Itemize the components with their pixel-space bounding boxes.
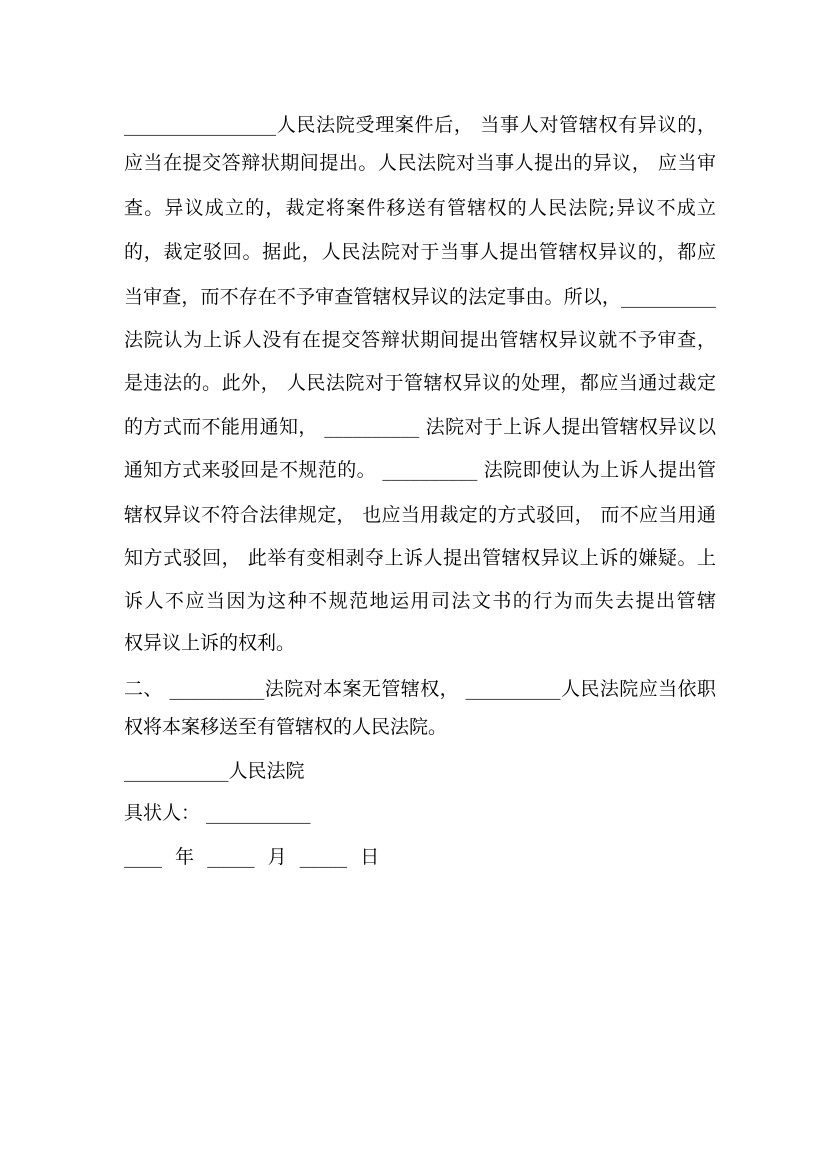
paragraph-1-line-13: 权异议上诉的权利。 [124,632,296,654]
paragraph-1-line-8: 的方式而不能用通知， __________ 法院对于上诉人提出管辖权异议以 [124,416,716,438]
paragraph-2-line-1: 二、 __________法院对本案无管辖权， __________人民法院应当依职 [124,678,716,700]
paragraph-1-line-4: 的，裁定驳回。据此，人民法院对于当事人提出管辖权异议的，都应 [124,241,716,263]
signer-line: 具状人： ___________ [124,802,311,824]
date-line: ____ 年 _____ 月 _____ 日 [124,846,380,868]
paragraph-2-line-2: 权将本案移送至有管辖权的人民法院。 [124,716,448,738]
paragraph-1-line-11: 知方式驳回， 此举有变相剥夺上诉人提出管辖权异议上诉的嫌疑。上 [124,547,716,569]
paragraph-1-line-5: 当审查，而不存在不予审查管辖权异议的法定事由。所以，__________ [124,286,716,308]
paragraph-1-line-1: ________________人民法院受理案件后， 当事人对管辖权有异议的， [124,114,716,136]
paragraph-1-line-6: 法院认为上诉人没有在提交答辩状期间提出管辖权异议就不予审查， [124,329,716,351]
court-line: ___________人民法院 [124,760,305,782]
paragraph-1-line-10: 辖权异议不符合法律规定， 也应当用裁定的方式驳回， 而不应当用通 [124,504,716,526]
paragraph-1-line-2: 应当在提交答辩状期间提出。人民法院对当事人提出的异议， 应当审 [124,152,716,174]
paragraph-1-line-3: 查。异议成立的，裁定将案件移送有管辖权的人民法院;异议不成立 [124,197,716,219]
paragraph-1-line-7: 是违法的。此外， 人民法院对于管辖权异议的处理，都应当通过裁定 [124,372,716,394]
paragraph-1-line-12: 诉人不应当因为这种不规范地运用司法文书的行为而失去提出管辖 [124,590,716,612]
paragraph-1-line-9: 通知方式来驳回是不规范的。 __________ 法院即使认为上诉人提出管 [124,459,716,481]
